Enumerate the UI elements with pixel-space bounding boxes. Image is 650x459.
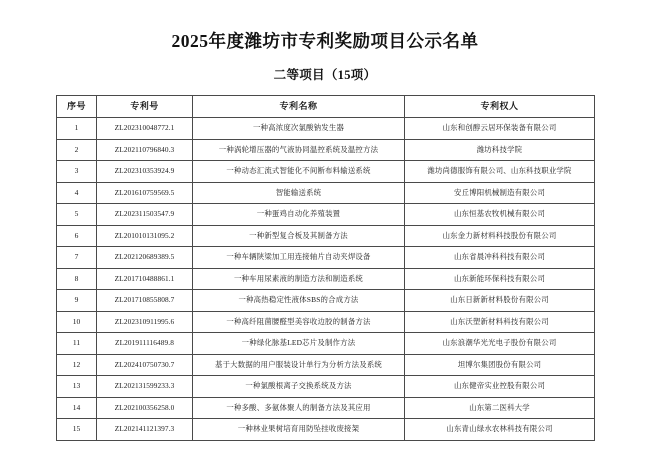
table-row	[57, 118, 595, 140]
cell-patent-name: 一种高热稳定性液体SBS的合成方法	[193, 290, 405, 312]
cell-no: 11	[57, 333, 97, 355]
cell-owner: 山东金力新材料科技股份有限公司	[405, 225, 595, 247]
awards-table	[56, 95, 595, 441]
cell-patent-no: ZL201911116489.8	[97, 333, 193, 355]
cell-no: 13	[57, 376, 97, 398]
cell-patent-name: 一种新型复合板及其制备方法	[193, 225, 405, 247]
cell-patent-no: ZL202310353924.9	[97, 161, 193, 183]
cell-patent-no: ZL202311503547.9	[97, 204, 193, 226]
cell-no: 14	[57, 397, 97, 419]
table-row	[57, 268, 595, 290]
table-row	[57, 311, 595, 333]
cell-owner: 山东浪潮华光光电子股份有限公司	[405, 333, 595, 355]
table-row	[57, 139, 595, 161]
cell-patent-name: 一种高纤阻菌腰醛型美容收边胶的制备方法	[193, 311, 405, 333]
cell-patent-name: 一种涡轮增压器的气液协同温控系统及温控方法	[193, 139, 405, 161]
cell-no: 6	[57, 225, 97, 247]
page-subtitle: 二等项目（15项）	[273, 68, 377, 82]
cell-patent-name: 一种车用尿素液的制造方法和制造系统	[193, 268, 405, 290]
cell-no: 3	[57, 161, 97, 183]
cell-no: 8	[57, 268, 97, 290]
cell-owner: 山东第二医科大学	[405, 397, 595, 419]
cell-patent-name: 一种车辆陕梁加工用连接轴片自动夹焊设备	[193, 247, 405, 269]
cell-no: 10	[57, 311, 97, 333]
cell-no: 5	[57, 204, 97, 226]
cell-patent-no: ZL201610759569.5	[97, 182, 193, 204]
cell-patent-no: ZL202110796840.3	[97, 139, 193, 161]
table-row	[57, 225, 595, 247]
cell-patent-no: ZL201710488861.1	[97, 268, 193, 290]
cell-no: 1	[57, 118, 97, 140]
cell-no: 4	[57, 182, 97, 204]
table-row	[57, 247, 595, 269]
table-row	[57, 182, 595, 204]
cell-owner: 山东新能环保科技有限公司	[405, 268, 595, 290]
cell-patent-no: ZL202141121397.3	[97, 419, 193, 441]
cell-owner: 山东恒基农牧机械有限公司	[405, 204, 595, 226]
table-row	[57, 419, 595, 441]
table-header	[57, 96, 595, 118]
cell-patent-name: 一种多酸、多氨体聚人的制备方法及其应用	[193, 397, 405, 419]
table-row	[57, 204, 595, 226]
awards-table-container	[56, 95, 594, 441]
cell-owner: 山东和创醇云居环保装备有限公司	[405, 118, 595, 140]
cell-patent-no: ZL201010131095.2	[97, 225, 193, 247]
cell-owner: 山东健帝实业控股有限公司	[405, 376, 595, 398]
cell-owner: 山东青山绿水农林科技有限公司	[405, 419, 595, 441]
cell-no: 7	[57, 247, 97, 269]
table-header-row	[57, 96, 595, 118]
table-row	[57, 290, 595, 312]
cell-patent-name: 一种动态汇流式智能化不间断布料输送系统	[193, 161, 405, 183]
table-row	[57, 333, 595, 355]
cell-owner: 山东省晨冲科科技有限公司	[405, 247, 595, 269]
cell-no: 9	[57, 290, 97, 312]
column-header-patent-no: 专利号	[97, 96, 193, 118]
cell-patent-name: 一种蛋鸡自动化养殖装置	[193, 204, 405, 226]
table-row	[57, 397, 595, 419]
cell-owner: 潍坊尚德服饰有限公司、山东科技职业学院	[405, 161, 595, 183]
cell-patent-name: 智能输送系统	[193, 182, 405, 204]
cell-owner: 山东日新新材料股份有限公司	[405, 290, 595, 312]
cell-patent-no: ZL202120689389.5	[97, 247, 193, 269]
cell-no: 15	[57, 419, 97, 441]
cell-patent-name: 基于大数据的用户服装设计单行为分析方法及系统	[193, 354, 405, 376]
column-header-owner: 专利权人	[405, 96, 595, 118]
cell-patent-no: ZL202410750730.7	[97, 354, 193, 376]
table-row	[57, 161, 595, 183]
cell-patent-no: ZL201710855808.7	[97, 290, 193, 312]
cell-owner: 安丘博阳机械制造有限公司	[405, 182, 595, 204]
cell-patent-no: ZL202310911995.6	[97, 311, 193, 333]
cell-patent-no: ZL202131599233.3	[97, 376, 193, 398]
cell-patent-name: 一种高浓度次氯酸钠发生器	[193, 118, 405, 140]
cell-patent-name: 一种氯酸根离子交换系统及方法	[193, 376, 405, 398]
cell-patent-no: ZL202310048772.1	[97, 118, 193, 140]
cell-owner: 潍坊科技学院	[405, 139, 595, 161]
cell-patent-name: 一种林业果树培育用防坠挂收废接架	[193, 419, 405, 441]
cell-patent-name: 一种绿化脉基LED芯片及制作方法	[193, 333, 405, 355]
page-title: 2025年度潍坊市专利奖励项目公示名单	[171, 31, 479, 51]
cell-no: 12	[57, 354, 97, 376]
cell-no: 2	[57, 139, 97, 161]
cell-owner: 山东沃塑新材料科技有限公司	[405, 311, 595, 333]
table-row	[57, 354, 595, 376]
column-header-no: 序号	[57, 96, 97, 118]
table-body	[57, 118, 595, 441]
table-row	[57, 376, 595, 398]
column-header-patent-name: 专利名称	[193, 96, 405, 118]
cell-owner: 坦博尔集团股份有限公司	[405, 354, 595, 376]
cell-patent-no: ZL202100356258.0	[97, 397, 193, 419]
